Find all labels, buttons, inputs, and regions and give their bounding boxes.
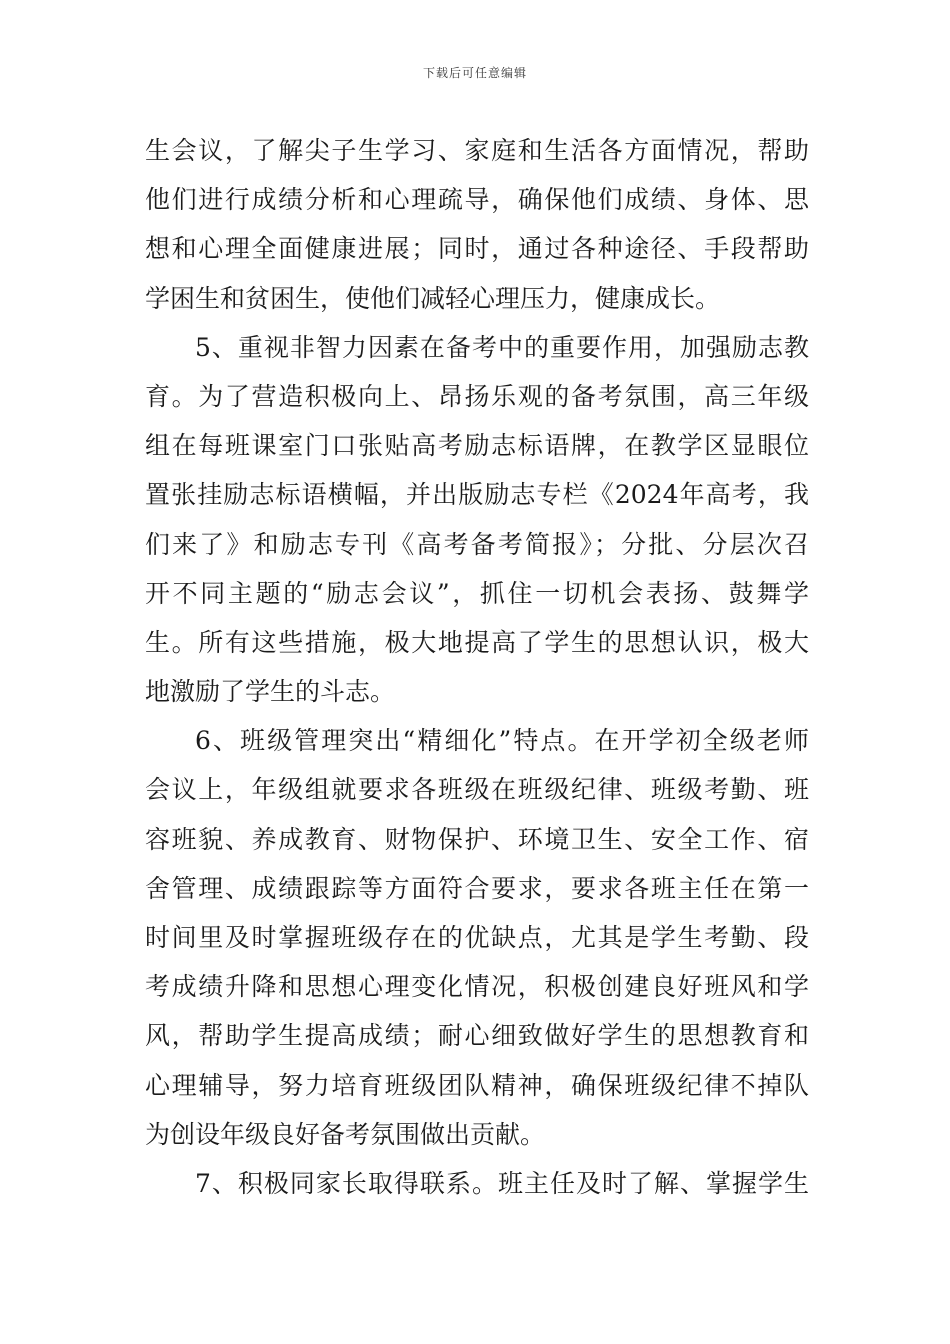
text-line: 们来了》和励志专刊《高考备考简报》；分批、分层次召: [145, 529, 809, 559]
text-line: 育。为了营造积极向上、昂扬乐观的备考氛围，高三年级: [145, 381, 809, 411]
text-line: 考成绩升降和思想心理变化情况，积极创建良好班风和学: [145, 972, 809, 1002]
text-line: 学困生和贫困生，使他们减轻心理压力，健康成长。: [145, 283, 721, 313]
text-line: 地激励了学生的斗志。: [145, 677, 396, 707]
text-line: 开不同主题的“励志会议”，抓住一切机会表扬、鼓舞学: [145, 578, 809, 608]
text-line: 时间里及时掌握班级存在的优缺点，尤其是学生考勤、段: [145, 923, 809, 952]
document-body: [145, 126, 809, 1208]
text-line: 生会议，了解尖子生学习、家庭和生活各方面情况，帮助: [145, 136, 809, 165]
text-line: 风，帮助学生提高成绩；耐心细致做好学生的思想教育和: [145, 1021, 809, 1051]
page-header: 下载后可任意编辑: [422, 66, 527, 80]
text-line: 置张挂励志标语横幅，并出版励志专栏《2024年高考，我: [145, 480, 809, 510]
text-line: 容班貌、养成教育、财物保护、环境卫生、安全工作、宿: [145, 824, 809, 854]
text-line: 心理辅导，努力培育班级团队精神，确保班级纪律不掉队: [145, 1070, 809, 1100]
text-line: 为创设年级良好备考氛围做出贡献。: [145, 1119, 546, 1149]
text-line: 5、重视非智力因素在备考中的重要作用，加强励志教: [195, 332, 809, 362]
text-line: 6、班级管理突出“精细化”特点。在开学初全级老师: [195, 726, 809, 756]
text-line: 舍管理、成绩跟踪等方面符合要求，要求各班主任在第一: [145, 873, 809, 903]
text-line: 7、积极同家长取得联系。班主任及时了解、掌握学生: [195, 1168, 809, 1198]
text-line: 会议上，年级组就要求各班级在班级纪律、班级考勤、班: [145, 775, 809, 805]
text-line: 组在每班课室门口张贴高考励志标语牌，在教学区显眼位: [145, 431, 809, 461]
text-line: 生。所有这些措施，极大地提高了学生的思想认识，极大: [145, 627, 809, 657]
text-line: 他们进行成绩分析和心理疏导，确保他们成绩、身体、思: [145, 185, 809, 215]
text-line: 想和心理全面健康进展；同时，通过各种途径、手段帮助: [145, 234, 809, 264]
